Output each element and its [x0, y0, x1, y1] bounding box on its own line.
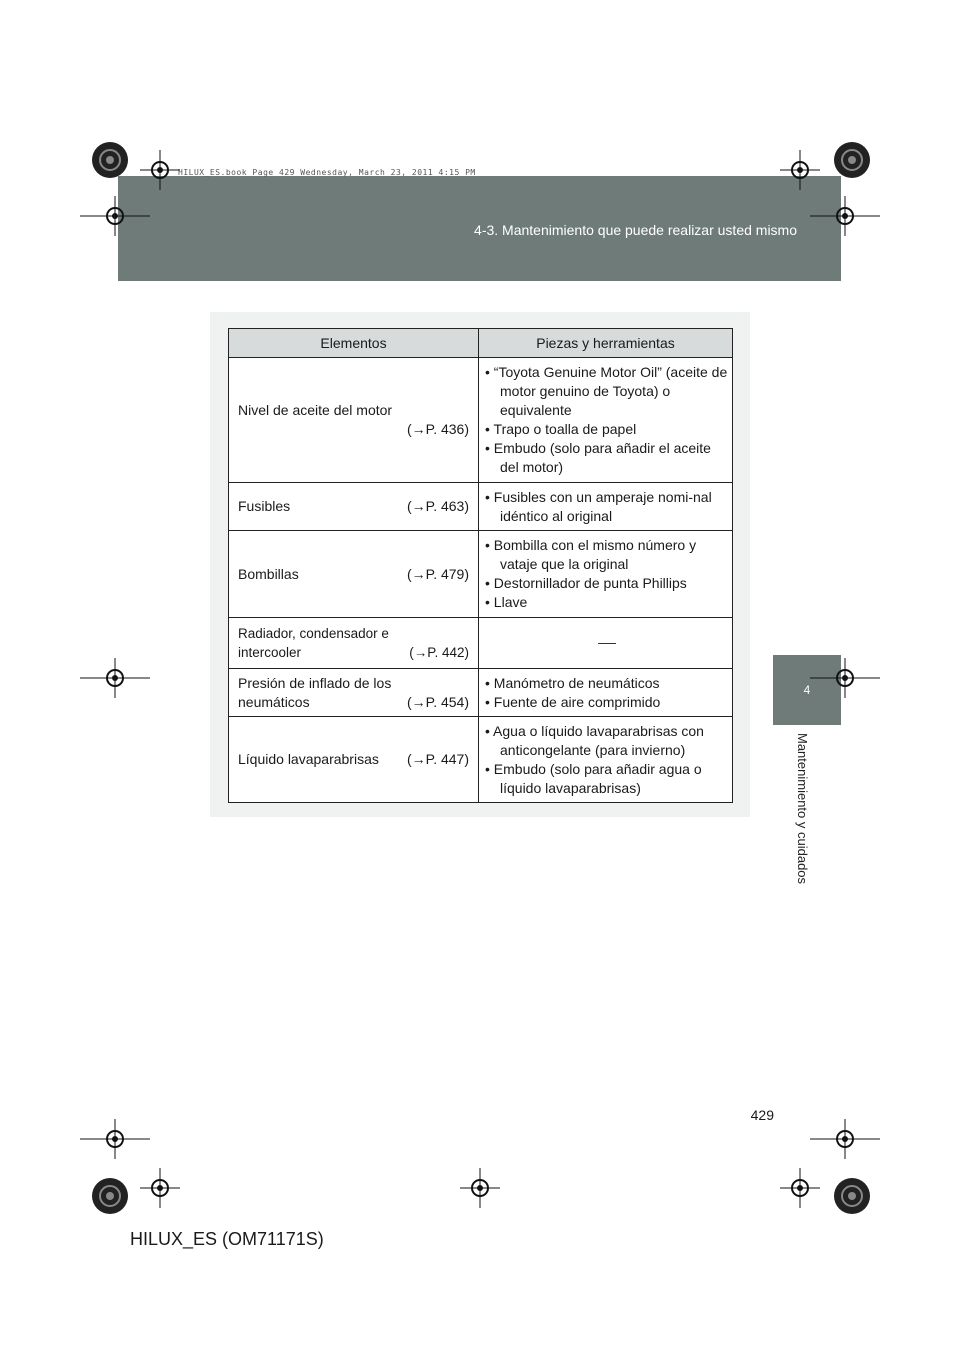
element-cell	[229, 531, 479, 618]
registration-target-icon	[90, 1176, 130, 1216]
chapter-title: Mantenimiento y cuidados	[795, 733, 810, 885]
list-item: • Manómetro de neumáticos	[485, 674, 728, 693]
list-item: • Fuente de aire comprimido	[485, 693, 728, 712]
table-row	[229, 618, 733, 669]
header-band	[118, 176, 841, 281]
registration-crosshair-icon	[810, 1119, 880, 1159]
page-reference: (→P. 463)	[407, 498, 469, 514]
page-reference: (→P. 454)	[407, 693, 469, 710]
registration-crosshair-icon	[80, 658, 150, 698]
table-row	[229, 358, 733, 483]
tools-cell	[479, 358, 733, 483]
table-header-row	[229, 329, 733, 358]
list-item: • Trapo o toalla de papel	[485, 420, 728, 439]
tools-cell	[479, 717, 733, 803]
model-code: HILUX_ES (OM71171S)	[130, 1229, 324, 1249]
page-reference: (→P. 479)	[407, 565, 469, 582]
empty-dash	[598, 643, 616, 644]
registration-crosshair-icon	[780, 1168, 820, 1208]
registration-crosshair-icon	[810, 658, 880, 698]
print-info: HILUX_ES.book Page 429 Wednesday, March 23, 2011 4:15 PM	[178, 168, 476, 177]
element-name: Presión de inflado de los	[238, 674, 392, 691]
page-reference: (→P. 436)	[407, 421, 469, 437]
element-name: Líquido lavaparabrisas	[238, 751, 379, 767]
registration-target-icon	[832, 140, 872, 180]
registration-crosshair-icon	[140, 1168, 180, 1208]
element-name: Fusibles	[238, 498, 291, 514]
registration-target-icon	[90, 140, 130, 180]
list-item: • “Toyota Genuine Motor Oil” (aceite de motor genuino de Toyota) o equivalente	[485, 363, 728, 420]
registration-crosshair-icon	[810, 196, 880, 236]
table-row	[229, 483, 733, 531]
element-cell	[229, 669, 479, 717]
table-row	[229, 531, 733, 618]
list-item: • Bombilla con el mismo número y vataje que la original	[485, 536, 728, 574]
registration-crosshair-icon	[80, 1119, 150, 1159]
registration-crosshair-icon	[780, 150, 820, 190]
element-name: Bombillas	[238, 565, 299, 582]
registration-crosshair-icon	[460, 1168, 500, 1208]
element-cell	[229, 358, 479, 483]
element-name: neumáticos	[238, 693, 310, 710]
registration-crosshair-icon	[140, 150, 180, 190]
element-name: Nivel de aceite del motor	[238, 402, 393, 418]
column-header: Piezas y herramientas	[479, 329, 733, 358]
tools-cell	[479, 531, 733, 618]
tools-cell	[479, 669, 733, 717]
list-item: • Agua o líquido lavaparabrisas con anticongelante (para invierno)	[485, 722, 728, 760]
list-item: • Fusibles con un amperaje nomi-nal idéntico al original	[485, 488, 728, 526]
registration-crosshair-icon	[80, 196, 150, 236]
list-item: • Destornillador de punta Phillips	[485, 574, 728, 593]
registration-target-icon	[832, 1176, 872, 1216]
list-item: • Embudo (solo para añadir agua o líquido lavaparabrisas)	[485, 760, 728, 798]
element-name: intercooler	[238, 645, 302, 660]
element-cell	[229, 618, 479, 669]
list-item: • Embudo (solo para añadir el aceite del motor)	[485, 439, 728, 477]
page-reference: (→P. 442)	[409, 645, 469, 660]
page-number: 429	[750, 1107, 774, 1123]
element-name: Radiador, condensador e	[238, 626, 389, 641]
section-title: 4-3. Mantenimiento que puede realizar usted mismo	[474, 222, 797, 238]
chapter-number: 4	[803, 683, 811, 697]
table-row	[229, 669, 733, 717]
element-cell	[229, 717, 479, 803]
element-cell	[229, 483, 479, 531]
page-reference: (→P. 447)	[407, 751, 469, 767]
parts-table	[228, 328, 733, 803]
column-header: Elementos	[229, 329, 479, 358]
list-item: • Llave	[485, 593, 728, 612]
tools-cell	[479, 483, 733, 531]
table-row	[229, 717, 733, 803]
tools-cell	[479, 618, 733, 669]
